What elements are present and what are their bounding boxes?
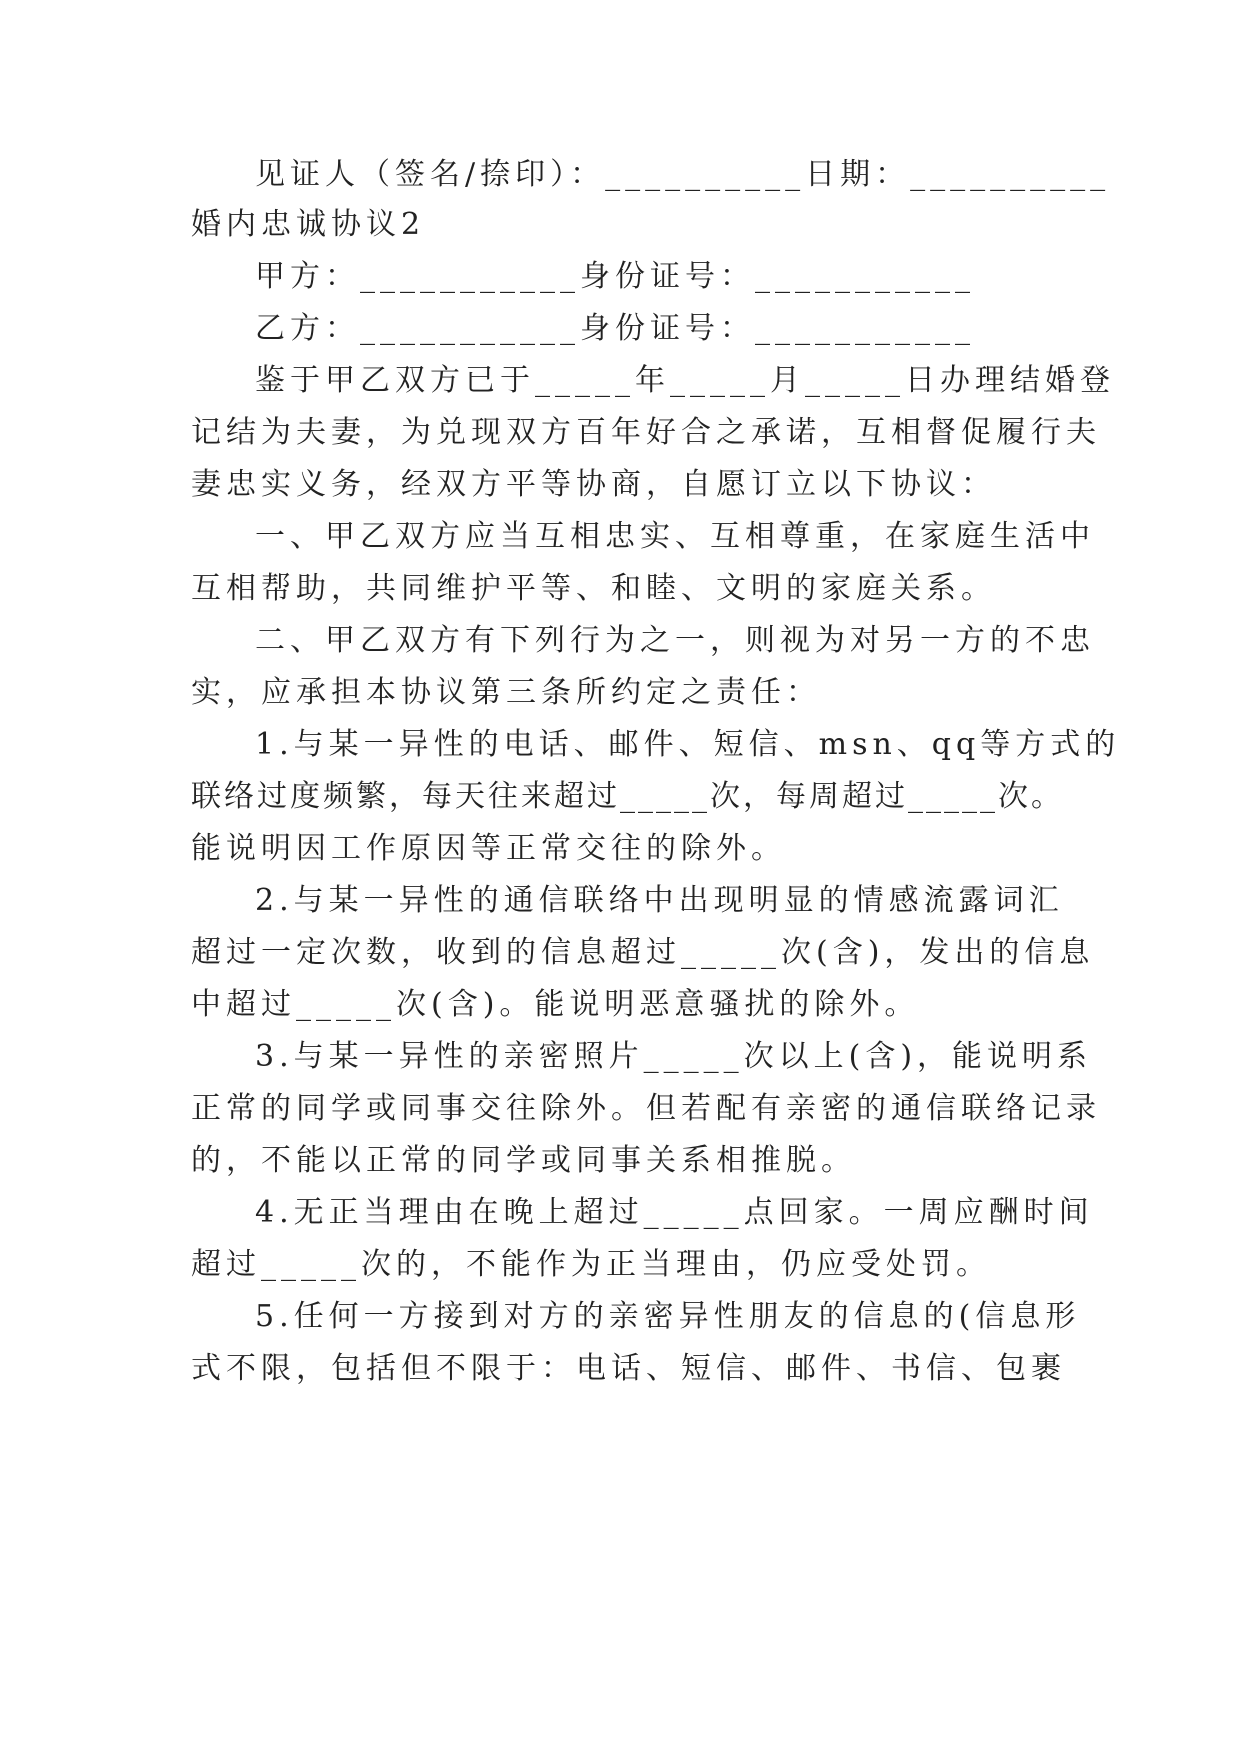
paragraph-line: 1.与某一异性的电话、邮件、短信、msn、qq等方式的 (255, 727, 1121, 762)
paragraph-line: 式不限，包括但不限于：电话、短信、邮件、书信、包裹 (191, 1351, 1066, 1386)
witness-signature-line: 见证人（签名/捺印）：__________日期：__________ (255, 157, 1111, 192)
paragraph-line: 一、甲乙双方应当互相忠实、互相尊重，在家庭生活中 (255, 519, 1095, 554)
document-title: 婚内忠诚协议2 (191, 207, 426, 242)
paragraph-line: 妻忠实义务，经双方平等协商，自愿订立以下协议： (191, 467, 996, 502)
paragraph-line: 鉴于甲乙双方已于_____年_____月_____日办理结婚登 (255, 363, 1115, 398)
paragraph-line: 正常的同学或同事交往除外。但若配有亲密的通信联络记录 (191, 1091, 1101, 1126)
paragraph-line: 中超过_____次(含)。能说明恶意骚扰的除外。 (191, 987, 920, 1022)
paragraph-line: 2.与某一异性的通信联络中出现明显的情感流露词汇 (255, 883, 1064, 918)
paragraph-line: 记结为夫妻，为兑现双方百年好合之承诺，互相督促履行夫 (191, 415, 1101, 450)
paragraph-line: 实，应承担本协议第三条所约定之责任： (191, 675, 821, 710)
paragraph-line: 3.与某一异性的亲密照片_____次以上(含)，能说明系 (255, 1039, 1093, 1074)
party-b-line: 乙方：___________身份证号：___________ (255, 311, 975, 346)
paragraph-line: 4.无正当理由在晚上超过_____点回家。一周应酬时间 (255, 1195, 1094, 1230)
paragraph-line: 互相帮助，共同维护平等、和睦、文明的家庭关系。 (191, 571, 996, 606)
paragraph-line: 的，不能以正常的同学或同事关系相推脱。 (191, 1143, 856, 1178)
paragraph-line: 超过_____次的，不能作为正当理由，仍应受处罚。 (191, 1247, 991, 1282)
paragraph-line: 二、甲乙双方有下列行为之一，则视为对另一方的不忠 (255, 623, 1095, 658)
paragraph-line: 能说明因工作原因等正常交往的除外。 (191, 831, 786, 866)
paragraph-line: 联络过度频繁，每天往来超过_____次，每周超过_____次。 (191, 779, 1064, 814)
paragraph-line: 5.任何一方接到对方的亲密异性朋友的信息的(信息形 (255, 1299, 1081, 1334)
paragraph-line: 超过一定次数，收到的信息超过_____次(含)，发出的信息 (191, 935, 1095, 970)
party-a-line: 甲方：___________身份证号：___________ (255, 259, 975, 294)
